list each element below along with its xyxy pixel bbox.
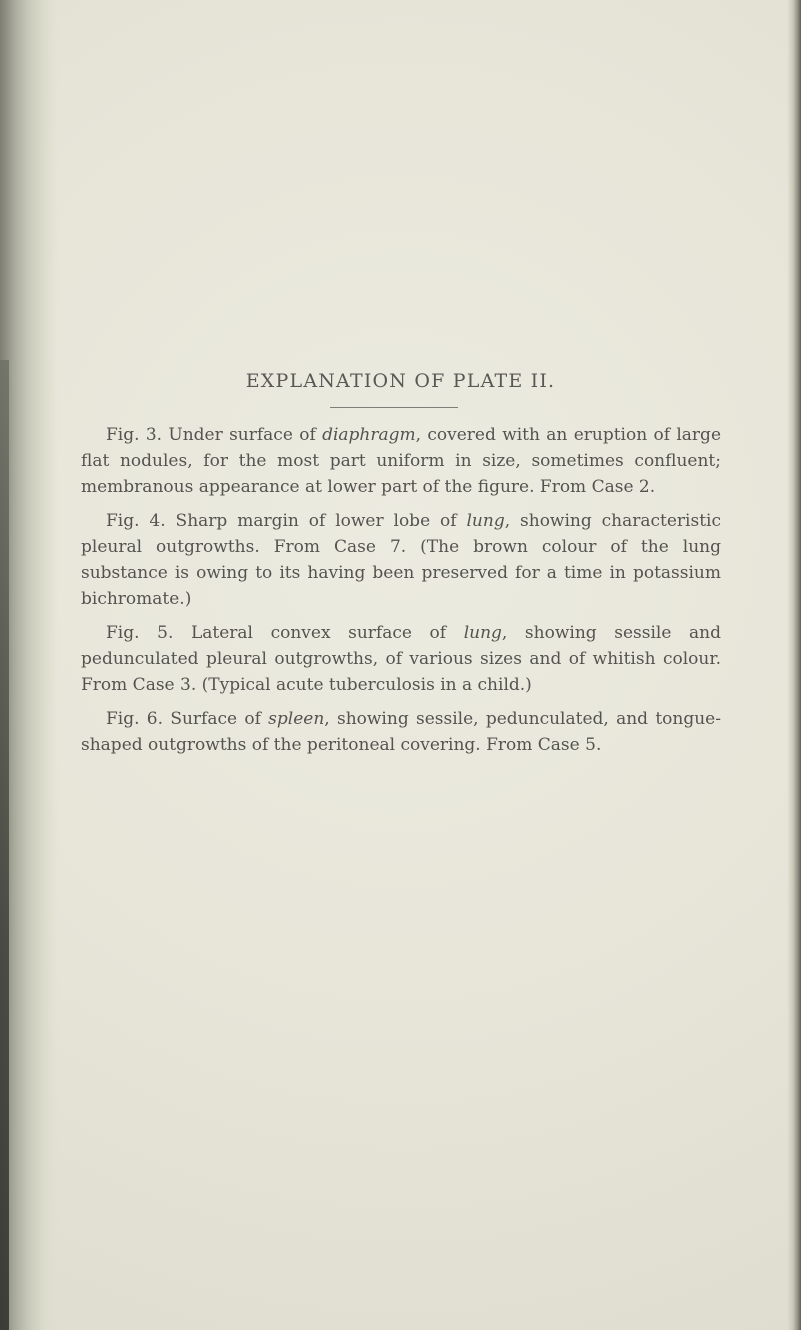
fig-4-prefix: Fig. 4. Sharp margin of lower lobe of — [106, 511, 467, 531]
fig-3-description: , covered with an eruption of large flat nodules, for the most part uniform in size, sometimes confluent; membranous appearance at lower part of the figure. From Case 2. — [81, 425, 722, 497]
binding-edge — [0, 360, 9, 1330]
fig-6-description: , showing sessile, pedunculated, and tongue-shaped outgrowths of the peritoneal covering. From Case 5. — [81, 709, 721, 755]
plate-explanation — [81, 422, 721, 758]
fig-3-prefix: Fig. 3. Under surface of — [106, 425, 323, 445]
fig-5-prefix: Fig. 5. Lateral convex surface of — [106, 623, 464, 643]
fig-4-description: , showing characteristic pleural outgrowths. From Case 7. (The brown colour of the lung substance is owing to its having been preserved for a time in potassium bichromate.) — [81, 511, 722, 609]
fig-3-entry — [81, 422, 721, 500]
fig-4-organ: lung — [466, 511, 505, 531]
fig-5-description: , showing sessile and pedunculated pleural outgrowths, of various sizes and of whitish colour. From Case 3. (Typical acute tuberculosis in a child.) — [81, 623, 721, 695]
fig-4-entry — [81, 508, 721, 612]
fig-3-organ: diaphragm — [322, 425, 416, 445]
fig-6-entry — [81, 706, 721, 758]
fig-5-entry — [81, 620, 721, 698]
page-edge-shadow — [787, 0, 801, 1330]
fig-5-organ: lung — [463, 623, 502, 643]
fig-6-organ: spleen — [268, 709, 325, 729]
heading-rule — [330, 407, 458, 408]
fig-6-prefix: Fig. 6. Surface of — [106, 709, 269, 729]
plate-heading: EXPLANATION OF PLATE II. — [245, 370, 556, 392]
